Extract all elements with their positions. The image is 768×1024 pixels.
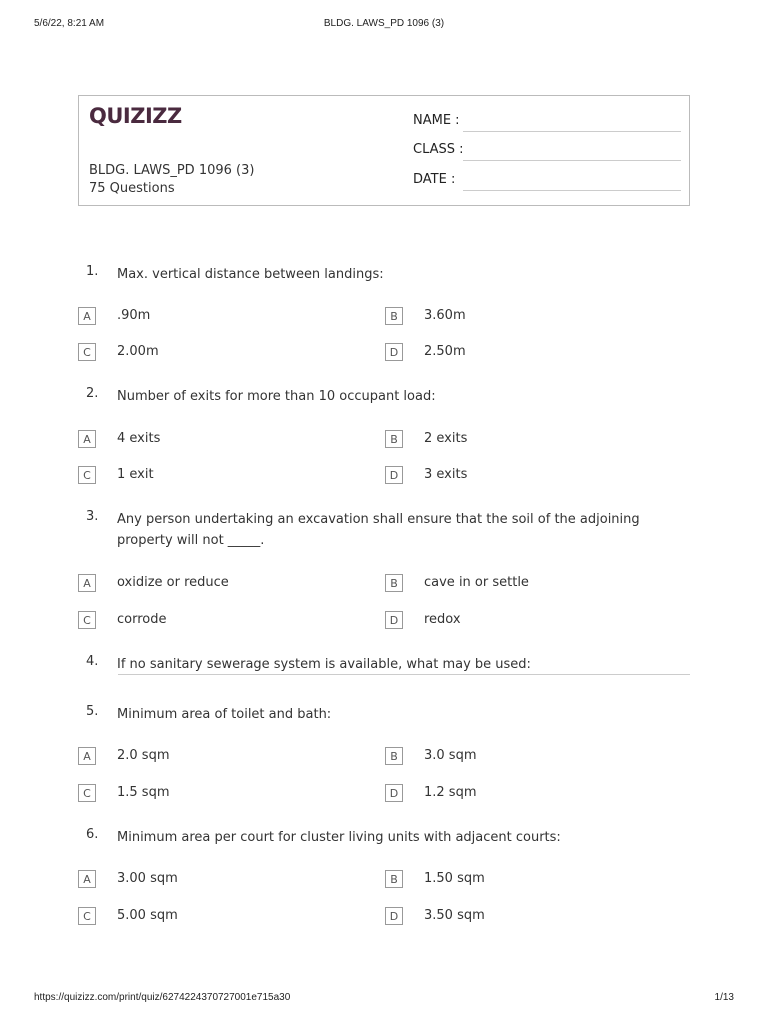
option-letter: B	[385, 574, 403, 592]
class-field[interactable]	[413, 142, 681, 164]
question-number: 1.	[86, 264, 99, 279]
class-line	[463, 160, 681, 161]
option-letter: D	[385, 611, 403, 629]
option-letter: C	[78, 611, 96, 629]
question-count: 75 Questions	[89, 181, 175, 196]
option-text: 1.5 sqm	[117, 785, 170, 800]
option-text: 5.00 sqm	[117, 908, 178, 923]
class-label: CLASS :	[413, 142, 464, 157]
option-text: 2.00m	[117, 344, 159, 359]
question-text: Max. vertical distance between landings:	[117, 267, 384, 282]
print-page-number: 1/13	[714, 992, 734, 1003]
option-letter: B	[385, 430, 403, 448]
date-field[interactable]	[413, 172, 681, 194]
question-number: 6.	[86, 827, 99, 842]
option-text: .90m	[117, 308, 151, 323]
option-letter: B	[385, 870, 403, 888]
name-field[interactable]	[413, 113, 681, 135]
option-text: 3.0 sqm	[424, 748, 477, 763]
quiz-header-card	[78, 95, 690, 206]
question-number: 2.	[86, 386, 99, 401]
option-letter: D	[385, 907, 403, 925]
option-text: 4 exits	[117, 431, 161, 446]
question-text: Any person undertaking an excavation shall ensure that the soil of the adjoining property will not _____.	[117, 512, 640, 548]
option-letter: C	[78, 343, 96, 361]
option-letter: A	[78, 870, 96, 888]
option-text: 3.00 sqm	[117, 871, 178, 886]
question-text: If no sanitary sewerage system is available, what may be used:	[117, 657, 531, 672]
option-text: 1 exit	[117, 467, 154, 482]
question-text: Number of exits for more than 10 occupant load:	[117, 389, 436, 404]
option-text: oxidize or reduce	[117, 575, 229, 590]
quiz-title: BLDG. LAWS_PD 1096 (3)	[89, 163, 255, 178]
option-text: corrode	[117, 612, 167, 627]
option-letter: B	[385, 747, 403, 765]
option-letter: C	[78, 784, 96, 802]
option-letter: A	[78, 307, 96, 325]
option-letter: B	[385, 307, 403, 325]
option-text: 2.50m	[424, 344, 466, 359]
option-text: 3.60m	[424, 308, 466, 323]
date-label: DATE :	[413, 172, 456, 187]
option-text: 3.50 sqm	[424, 908, 485, 923]
option-text: 3 exits	[424, 467, 468, 482]
option-letter: A	[78, 430, 96, 448]
date-line	[463, 190, 681, 191]
option-letter: C	[78, 907, 96, 925]
option-letter: A	[78, 574, 96, 592]
print-url[interactable]: https://quizizz.com/print/quiz/6274224370727001e715a30	[34, 992, 291, 1003]
option-letter: D	[385, 466, 403, 484]
question-text: Minimum area of toilet and bath:	[117, 707, 332, 722]
question-text: Minimum area per court for cluster living units with adjacent courts:	[117, 830, 561, 845]
question-number: 4.	[86, 654, 99, 669]
quizizz-logo: QUIZIZZ	[89, 104, 182, 128]
option-text: 1.2 sqm	[424, 785, 477, 800]
option-text: 2 exits	[424, 431, 468, 446]
name-line	[463, 131, 681, 132]
print-datetime: 5/6/22, 8:21 AM	[34, 18, 105, 29]
name-label: NAME :	[413, 113, 460, 128]
option-text: cave in or settle	[424, 575, 529, 590]
option-text: 2.0 sqm	[117, 748, 170, 763]
option-text: redox	[424, 612, 461, 627]
print-doc-title: BLDG. LAWS_PD 1096 (3)	[323, 18, 445, 29]
question-number: 3.	[86, 509, 99, 524]
option-text: 1.50 sqm	[424, 871, 485, 886]
option-letter: A	[78, 747, 96, 765]
question-number: 5.	[86, 704, 99, 719]
option-letter: D	[385, 784, 403, 802]
answer-line[interactable]	[118, 674, 690, 675]
option-letter: D	[385, 343, 403, 361]
option-letter: C	[78, 466, 96, 484]
